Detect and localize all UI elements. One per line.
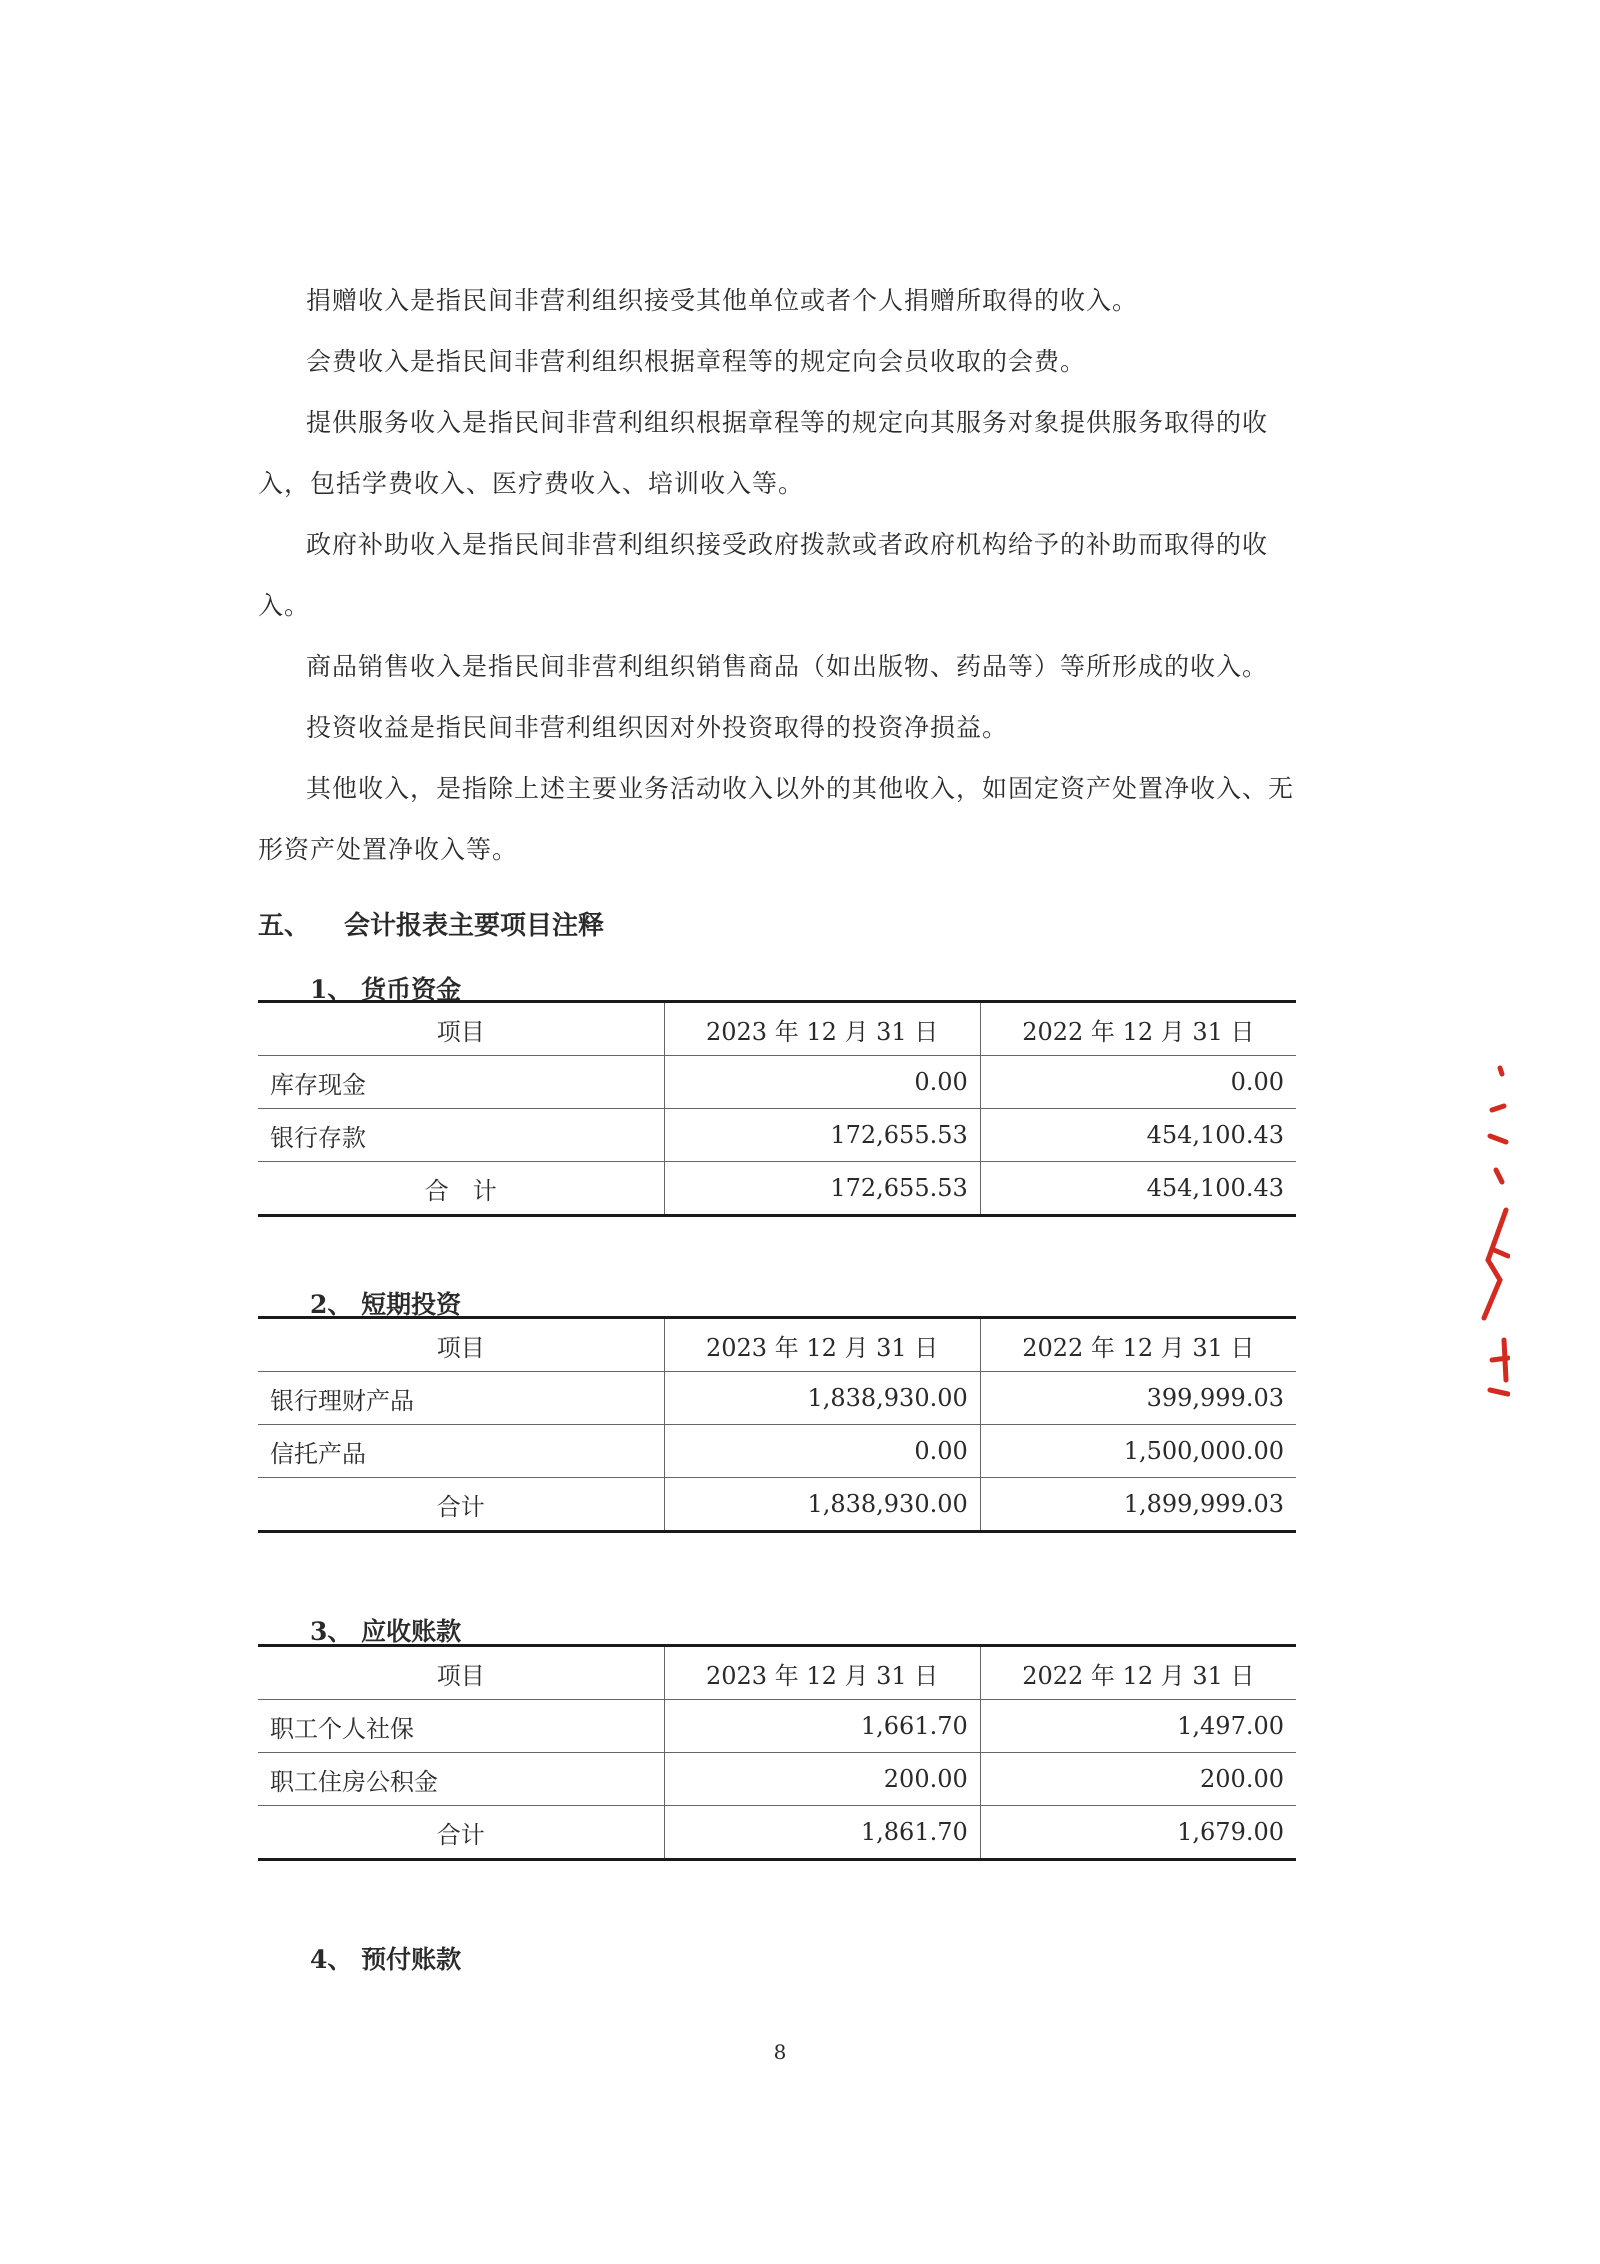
header-item: 项目: [258, 1002, 664, 1056]
row-value-2023: 1,661.70: [664, 1700, 980, 1753]
table-header-row: [258, 1318, 1296, 1372]
table-row: [258, 1753, 1296, 1806]
row-label: 职工个人社保: [258, 1700, 664, 1753]
table-total-row: [258, 1478, 1296, 1532]
header-2022: 2022 年 12 月 31 日: [980, 1646, 1296, 1700]
total-2023: 1,861.70: [664, 1806, 980, 1860]
section-title: [258, 905, 604, 942]
table-title-receivables: 3、 应收账款: [310, 1617, 462, 1646]
header-item: 项目: [258, 1646, 664, 1700]
table-title-cash: 1、 货币资金: [310, 975, 462, 1004]
seal-fragment-icon: [1470, 1060, 1510, 1420]
paragraph-other-income: 其他收入，是指除上述主要业务活动收入以外的其他收入，如固定资产处置净收入、无形资产处置净收入等。: [258, 774, 1295, 864]
total-2022: 454,100.43: [980, 1162, 1296, 1216]
table-header-row: [258, 1002, 1296, 1056]
row-value-2022: 0.00: [980, 1056, 1296, 1109]
row-value-2023: 200.00: [664, 1753, 980, 1806]
short-term-investment-table: [258, 1316, 1296, 1533]
row-label: 银行存款: [258, 1109, 664, 1162]
row-value-2023: 172,655.53: [664, 1109, 980, 1162]
section-heading: 会计报表主要项目注释: [344, 911, 605, 941]
cash-table: [258, 1000, 1296, 1217]
total-2022: 1,679.00: [980, 1806, 1296, 1860]
receivables-table: [258, 1644, 1296, 1861]
row-label: 信托产品: [258, 1425, 664, 1478]
total-2023: 1,838,930.00: [664, 1478, 980, 1532]
row-label: 库存现金: [258, 1056, 664, 1109]
row-value-2022: 1,500,000.00: [980, 1425, 1296, 1478]
paragraph-donation-income: 捐赠收入是指民间非营利组织接受其他单位或者个人捐赠所取得的收入。: [306, 286, 1139, 315]
table-header-row: [258, 1646, 1296, 1700]
header-2023: 2023 年 12 月 31 日: [664, 1318, 980, 1372]
total-label: 合计: [436, 1820, 485, 1849]
header-2022: 2022 年 12 月 31 日: [980, 1318, 1296, 1372]
total-label: 合计: [436, 1492, 485, 1521]
total-2023: 172,655.53: [664, 1162, 980, 1216]
table-row: [258, 1425, 1296, 1478]
table-title-prepayments: 4、 预付账款: [310, 1945, 462, 1974]
row-label: 银行理财产品: [258, 1372, 664, 1425]
paragraph-government-subsidy: 政府补助收入是指民间非营利组织接受政府拨款或者政府机构给予的补助而取得的收入。: [258, 530, 1269, 620]
table-row: [258, 1700, 1296, 1753]
row-label: 职工住房公积金: [258, 1753, 664, 1806]
table-row: [258, 1372, 1296, 1425]
row-value-2022: 1,497.00: [980, 1700, 1296, 1753]
total-2022: 1,899,999.03: [980, 1478, 1296, 1532]
row-value-2023: 0.00: [664, 1056, 980, 1109]
row-value-2022: 454,100.43: [980, 1109, 1296, 1162]
row-value-2022: 399,999.03: [980, 1372, 1296, 1425]
section-number: 五、: [258, 911, 311, 941]
paragraph-investment-income: 投资收益是指民间非营利组织因对外投资取得的投资净损益。: [306, 713, 1009, 742]
row-value-2023: 1,838,930.00: [664, 1372, 980, 1425]
table-row: [258, 1056, 1296, 1109]
table-title-short-term-investment: 2、 短期投资: [310, 1290, 462, 1319]
paragraph-service-income: 提供服务收入是指民间非营利组织根据章程等的规定向其服务对象提供服务取得的收入，包括学费收入、医疗费收入、培训收入等。: [258, 408, 1269, 498]
total-label: 合 计: [424, 1176, 497, 1205]
paragraph-membership-fee: 会费收入是指民间非营利组织根据章程等的规定向会员收取的会费。: [306, 347, 1087, 376]
page-number: 8: [773, 2040, 787, 2064]
header-item: 项目: [258, 1318, 664, 1372]
row-value-2023: 0.00: [664, 1425, 980, 1478]
table-row: [258, 1109, 1296, 1162]
table-total-row: [258, 1806, 1296, 1860]
header-2023: 2023 年 12 月 31 日: [664, 1002, 980, 1056]
table-total-row: [258, 1162, 1296, 1216]
header-2023: 2023 年 12 月 31 日: [664, 1646, 980, 1700]
row-value-2022: 200.00: [980, 1753, 1296, 1806]
header-2022: 2022 年 12 月 31 日: [980, 1002, 1296, 1056]
paragraph-sales-income: 商品销售收入是指民间非营利组织销售商品（如出版物、药品等）等所形成的收入。: [306, 652, 1269, 681]
